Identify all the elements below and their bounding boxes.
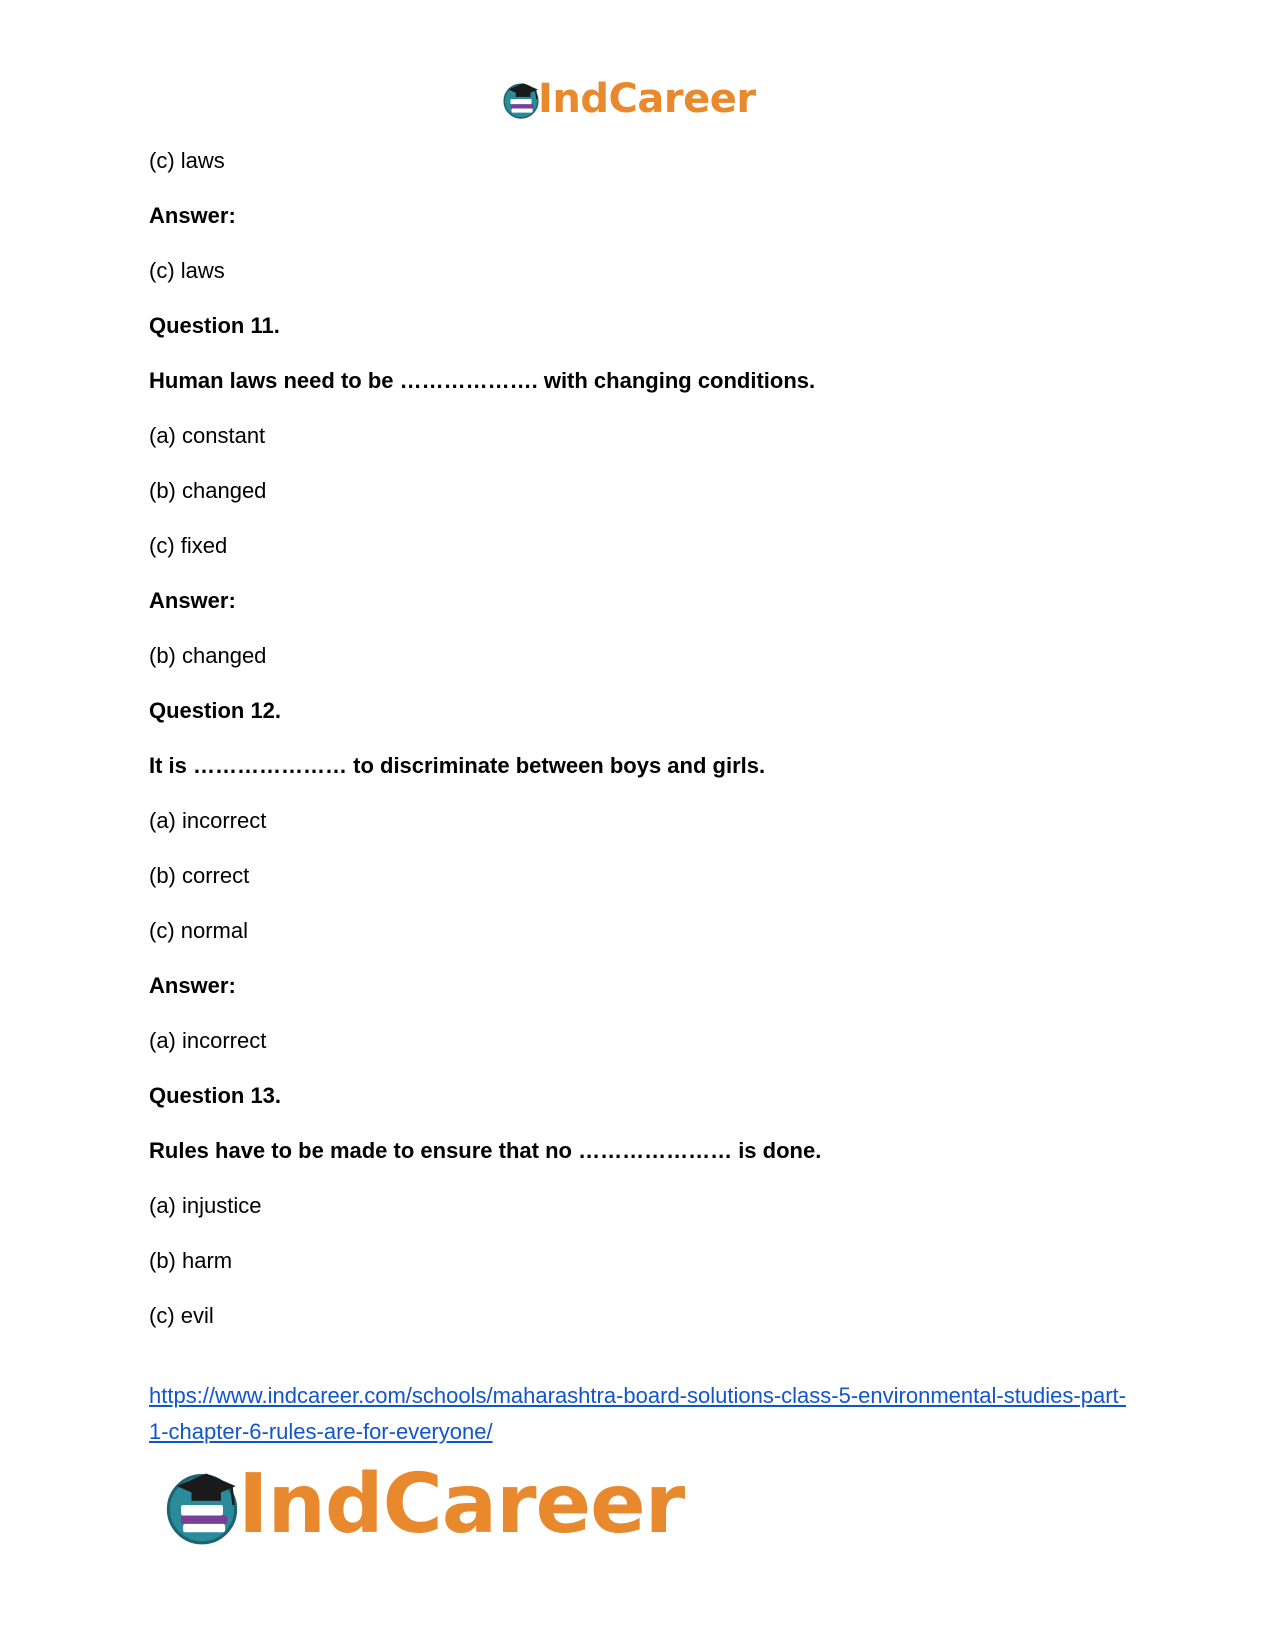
source-link[interactable]: https://www.indcareer.com/schools/maharashtra-board-solutions-class-5-environmental-studies-part-1-chapter-6-rules-are-for-everyone/ xyxy=(149,1383,1126,1444)
option-line: (b) changed xyxy=(149,643,267,668)
footer-logo xyxy=(160,1457,685,1552)
header-logo xyxy=(500,78,756,120)
logo-wordmark: IndCareer xyxy=(538,76,756,122)
graduation-cap-logo-icon xyxy=(500,78,542,120)
option-line: (b) changed xyxy=(149,478,267,503)
logo-wordmark: IndCareer xyxy=(238,1457,685,1552)
option-line: (c) laws xyxy=(149,258,225,283)
option-line: (a) injustice xyxy=(149,1193,262,1218)
option-line: (a) incorrect xyxy=(149,1028,267,1053)
option-line: (b) correct xyxy=(149,863,250,888)
answer-label: Answer: xyxy=(149,203,236,228)
document-body xyxy=(149,143,1129,1353)
question-number: Question 12. xyxy=(149,698,282,723)
option-line: (a) constant xyxy=(149,423,266,448)
answer-label: Answer: xyxy=(149,588,236,613)
option-line: (a) incorrect xyxy=(149,808,267,833)
question-number: Question 13. xyxy=(149,1083,282,1108)
question-number: Question 11. xyxy=(149,313,280,338)
graduation-cap-logo-icon xyxy=(160,1463,244,1547)
option-line: (b) harm xyxy=(149,1248,233,1273)
source-link-block xyxy=(149,1378,1129,1450)
option-line: (c) fixed xyxy=(149,533,228,558)
option-line: (c) laws xyxy=(149,148,225,173)
answer-label: Answer: xyxy=(149,973,236,998)
question-text: It is ………………… to discriminate between boys and girls. xyxy=(149,753,766,778)
question-text: Human laws need to be ………………. with changing conditions. xyxy=(149,368,816,393)
option-line: (c) normal xyxy=(149,918,249,943)
option-line: (c) evil xyxy=(149,1303,214,1328)
question-text: Rules have to be made to ensure that no ………………… is done. xyxy=(149,1138,822,1163)
